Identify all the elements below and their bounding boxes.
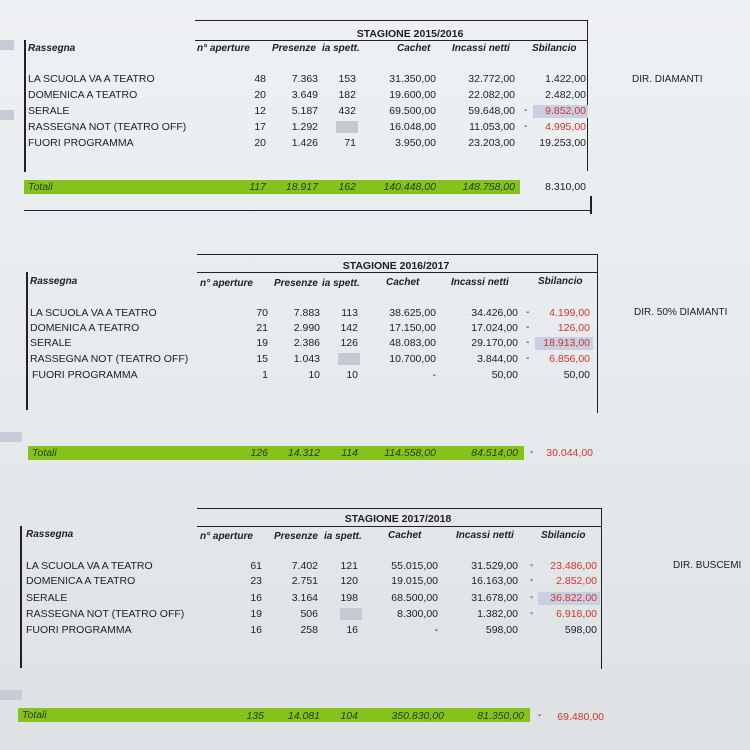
totals-cachet: 140.448,00	[383, 181, 436, 193]
row-spettatori: 113	[341, 307, 358, 319]
totals-cachet: 114.558,00	[384, 447, 436, 459]
minus-sign: -	[524, 121, 528, 132]
totals-sbilancio: 30.044,00	[546, 447, 593, 459]
row-spettatori: 10	[346, 369, 358, 381]
row-sbilancio: 9.852,00	[545, 105, 586, 117]
header-presenze: Presenze	[274, 531, 318, 542]
minus-sign: -	[530, 608, 534, 619]
row-aperture: 1	[262, 369, 268, 381]
row-spettatori: 182	[338, 89, 356, 101]
row-cachet: -	[434, 624, 438, 636]
minus-sign: -	[530, 592, 534, 603]
header-spettatori: ia spett.	[322, 43, 360, 54]
row-presenze: 258	[300, 624, 318, 636]
row-presenze: 10	[308, 369, 320, 381]
row-aperture: 23	[250, 575, 262, 587]
totals-sbilancio: 69.480,00	[557, 711, 604, 723]
row-cachet: 3.950,00	[395, 137, 436, 149]
row-presenze: 3.649	[291, 89, 318, 101]
empty-cell-marker	[340, 608, 362, 620]
row-incassi: 598,00	[485, 624, 518, 636]
row-incassi: 22.082,00	[468, 89, 515, 101]
row-name: DOMENICA A TEATRO	[28, 89, 138, 101]
row-cachet: 68.500,00	[391, 592, 438, 604]
row-presenze: 2.751	[291, 575, 318, 587]
minus-sign: -	[526, 337, 530, 348]
row-aperture: 12	[254, 105, 266, 117]
minus-sign: -	[526, 322, 530, 333]
row-sbilancio: 4.199,00	[549, 307, 590, 319]
row-sbilancio: 126,00	[557, 322, 590, 334]
header-aperture: n° aperture	[197, 43, 250, 54]
totals-presenze: 14.081	[287, 710, 320, 722]
row-presenze: 506	[300, 608, 318, 620]
row-aperture: 20	[254, 137, 266, 149]
row-name: FUORI PROGRAMMA	[28, 137, 134, 149]
header-cachet: Cachet	[388, 530, 422, 541]
header-rule	[197, 526, 602, 527]
row-aperture: 61	[250, 560, 262, 572]
totals-incassi: 81.350,00	[477, 710, 524, 722]
header-rassegna: Rassegna	[26, 529, 74, 540]
row-sbilancio: 18.913,00	[543, 337, 590, 349]
totals-aperture: 117	[249, 181, 266, 193]
table-row	[0, 606, 750, 622]
director-note: DIR. DIAMANTI	[632, 74, 703, 85]
minus-sign: -	[526, 353, 530, 364]
row-cachet: -	[432, 369, 436, 381]
row-sbilancio: 2.482,00	[545, 89, 586, 101]
row-name: FUORI PROGRAMMA	[26, 624, 132, 636]
row-incassi: 17.024,00	[471, 322, 518, 334]
row-incassi: 32.772,00	[468, 73, 515, 85]
row-name: SERALE	[26, 592, 68, 604]
minus-sign: -	[526, 307, 530, 318]
header-rassegna: Rassegna	[28, 43, 76, 54]
row-sbilancio: 598,00	[564, 624, 597, 636]
row-presenze: 2.990	[293, 322, 320, 334]
header-spettatori: ia spett.	[324, 531, 362, 542]
row-spettatori: 198	[340, 592, 358, 604]
row-name: SERALE	[28, 105, 70, 117]
row-incassi: 34.426,00	[471, 307, 518, 319]
row-name: RASSEGNA NOT (TEATRO OFF)	[28, 121, 187, 133]
row-cachet: 17.150,00	[389, 322, 436, 334]
row-presenze: 1.426	[291, 137, 318, 149]
row-cachet: 69.500,00	[389, 105, 436, 117]
row-name: SERALE	[30, 337, 72, 349]
row-name: RASSEGNA NOT (TEATRO OFF)	[30, 353, 189, 365]
minus-sign: -	[530, 447, 534, 458]
row-presenze: 7.883	[293, 307, 320, 319]
totals-spettatori: 162	[338, 181, 356, 193]
totals-label: Totali	[28, 181, 53, 193]
totals-aperture: 126	[250, 447, 268, 459]
row-sbilancio: 23.486,00	[550, 560, 597, 572]
row-aperture: 70	[256, 307, 268, 319]
row-name: FUORI PROGRAMMA	[32, 369, 138, 381]
table-row	[0, 573, 750, 589]
row-cachet: 55.015,00	[391, 560, 438, 572]
row-cachet: 31.350,00	[389, 73, 436, 85]
row-presenze: 2.386	[293, 337, 320, 349]
row-presenze: 1.292	[291, 121, 318, 133]
row-incassi: 29.170,00	[471, 337, 518, 349]
row-presenze: 7.363	[291, 73, 318, 85]
row-cachet: 19.015,00	[391, 575, 438, 587]
totals-presenze: 14.312	[287, 447, 320, 459]
header-incassi: Incassi netti	[456, 530, 514, 541]
director-note: DIR. BUSCEMI	[673, 560, 742, 571]
header-presenze: Presenze	[274, 278, 318, 289]
row-incassi: 23.203,00	[468, 137, 515, 149]
header-aperture: n° aperture	[200, 531, 253, 542]
header-rassegna: Rassegna	[30, 276, 78, 287]
row-aperture: 17	[254, 121, 266, 133]
row-spettatori: 121	[340, 560, 358, 572]
header-presenze: Presenze	[272, 43, 316, 54]
row-incassi: 31.529,00	[471, 560, 518, 572]
totals-incassi: 84.514,00	[471, 447, 518, 459]
row-incassi: 16.163,00	[471, 575, 518, 587]
row-spettatori: 142	[340, 322, 358, 334]
season-title: STAGIONE 2015/2016	[356, 28, 464, 40]
row-presenze: 1.043	[293, 353, 320, 365]
row-sbilancio: 1.422,00	[545, 73, 586, 85]
row-sbilancio: 36.822,00	[550, 592, 597, 604]
row-aperture: 19	[256, 337, 268, 349]
margin-shade	[0, 690, 22, 700]
minus-sign: -	[524, 105, 528, 116]
header-aperture: n° aperture	[200, 278, 253, 289]
header-spettatori: ia spett.	[322, 278, 360, 289]
row-cachet: 8.300,00	[397, 608, 438, 620]
row-incassi: 59.648,00	[468, 105, 515, 117]
row-spettatori: 126	[340, 337, 358, 349]
row-aperture: 16	[250, 624, 262, 636]
row-name: LA SCUOLA VA A TEATRO	[28, 73, 155, 85]
row-aperture: 48	[254, 73, 266, 85]
row-cachet: 16.048,00	[389, 121, 436, 133]
row-aperture: 15	[256, 353, 268, 365]
row-incassi: 11.053,00	[469, 121, 515, 133]
table-row	[0, 590, 750, 606]
margin-shade	[0, 40, 14, 50]
row-sbilancio: 6.856,00	[549, 353, 590, 365]
header-incassi: Incassi netti	[451, 277, 509, 288]
totals-spettatori: 114	[341, 447, 358, 459]
row-sbilancio: 19.253,00	[539, 137, 586, 149]
row-name: LA SCUOLA VA A TEATRO	[26, 560, 153, 572]
row-incassi: 1.382,00	[477, 608, 518, 620]
row-name: DOMENICA A TEATRO	[26, 575, 136, 587]
row-incassi: 3.844,00	[477, 353, 518, 365]
row-presenze: 3.164	[291, 592, 318, 604]
margin-shade	[0, 110, 14, 120]
row-cachet: 48.083,00	[389, 337, 436, 349]
totals-cachet: 350.830,00	[391, 710, 444, 722]
row-spettatori: 432	[338, 105, 356, 117]
row-aperture: 20	[254, 89, 266, 101]
row-presenze: 5.187	[291, 105, 318, 117]
totals-sbilancio: 8.310,00	[545, 181, 586, 193]
totals-presenze: 18.917	[285, 181, 318, 193]
header-cachet: Cachet	[386, 277, 420, 288]
row-incassi: 31.678,00	[471, 592, 518, 604]
totals-incassi: 148.758,00	[462, 181, 515, 193]
row-sbilancio: 6.918,00	[556, 608, 597, 620]
row-name: RASSEGNA NOT (TEATRO OFF)	[26, 608, 185, 620]
header-sbilancio: Sbilancio	[532, 43, 577, 54]
header-incassi: Incassi netti	[452, 43, 510, 54]
totals-bar	[18, 708, 530, 722]
row-sbilancio: 50,00	[563, 369, 590, 381]
row-spettatori: 120	[340, 575, 358, 587]
row-cachet: 38.625,00	[389, 307, 436, 319]
margin-shade	[0, 432, 22, 442]
row-name: LA SCUOLA VA A TEATRO	[30, 307, 157, 319]
row-incassi: 50,00	[491, 369, 518, 381]
row-aperture: 16	[250, 592, 262, 604]
minus-sign: -	[530, 575, 534, 586]
header-sbilancio: Sbilancio	[541, 530, 586, 541]
minus-sign: -	[530, 560, 534, 571]
season-title: STAGIONE 2016/2017	[342, 260, 450, 272]
header-sbilancio: Sbilancio	[538, 276, 583, 287]
row-sbilancio: 4.995,00	[545, 121, 586, 133]
row-name: DOMENICA A TEATRO	[30, 322, 140, 334]
totals-label: Totali	[22, 709, 47, 721]
row-cachet: 19.600,00	[389, 89, 436, 101]
header-cachet: Cachet	[397, 43, 431, 54]
row-spettatori: 16	[346, 624, 358, 636]
row-cachet: 10.700,00	[389, 353, 436, 365]
director-note: DIR. 50% DIAMANTI	[634, 307, 728, 318]
row-aperture: 19	[250, 608, 262, 620]
minus-sign: -	[538, 710, 542, 721]
row-presenze: 7.402	[291, 560, 318, 572]
table-row	[0, 622, 750, 638]
row-aperture: 21	[256, 322, 268, 334]
table-row	[0, 558, 750, 574]
row-spettatori: 153	[338, 73, 356, 85]
row-sbilancio: 2.852,00	[556, 575, 597, 587]
totals-spettatori: 104	[340, 710, 358, 722]
totals-aperture: 135	[246, 710, 264, 722]
totals-label: Totali	[32, 447, 57, 459]
season-title: STAGIONE 2017/2018	[344, 513, 452, 525]
row-spettatori: 71	[344, 137, 356, 149]
